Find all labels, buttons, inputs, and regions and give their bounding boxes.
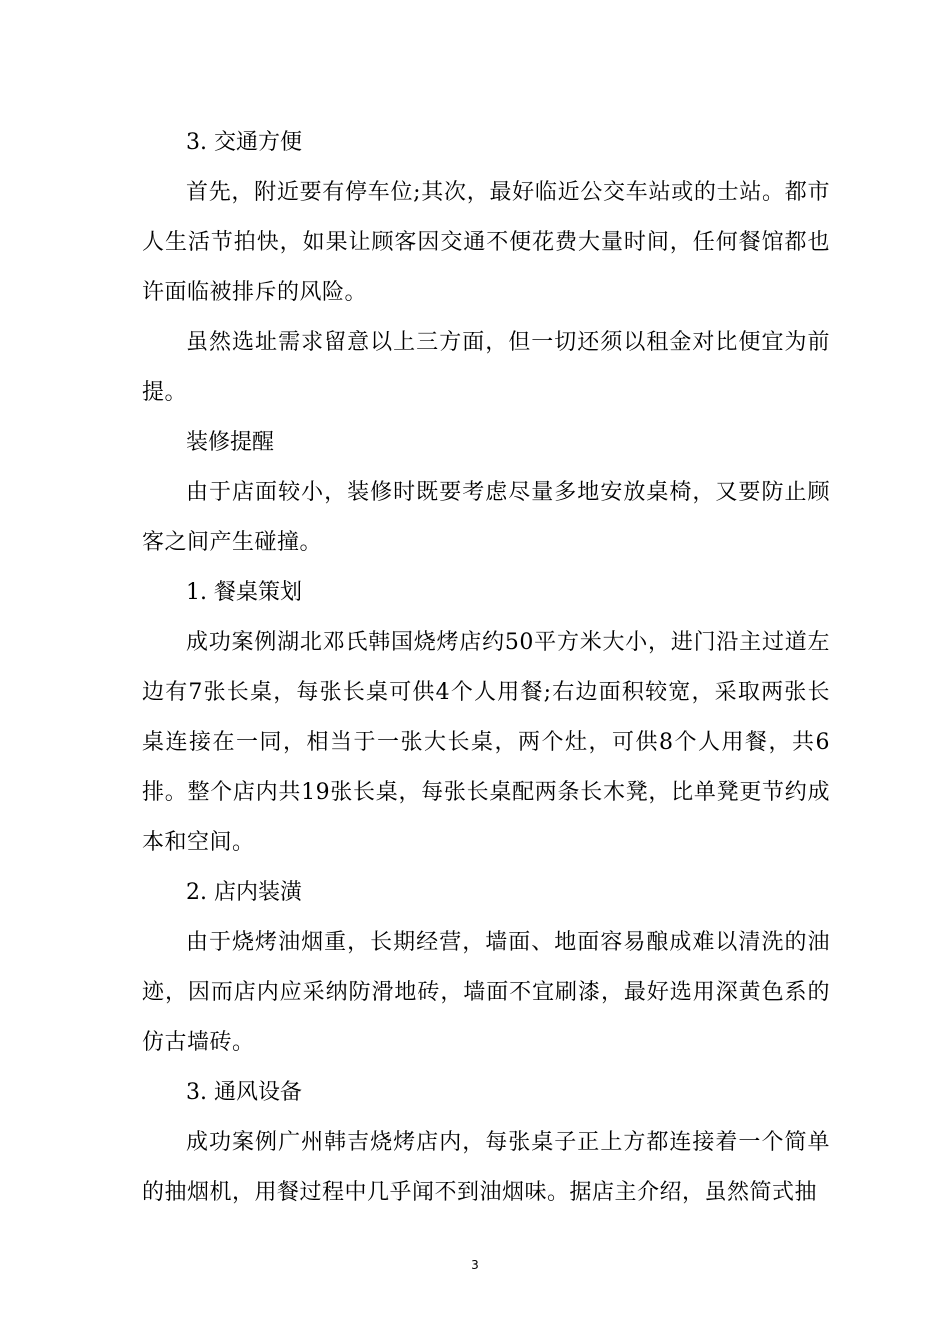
section-heading-ventilation: 3. 通风设备: [186, 1080, 302, 1105]
document-body: [142, 118, 830, 1218]
paragraph-interior: 由于烧烤油烟重，长期经营，墙面、地面容易酿成难以清洗的油迹，因而店内应采纳防滑地砖，墙面不宜刷漆，最好选用深黄色系的仿古墙砖。: [142, 930, 830, 1055]
section-heading-interior: 2. 店内装潢: [186, 880, 302, 905]
section-heading-decoration: 装修提醒: [186, 430, 275, 455]
page-number: 3: [471, 1258, 479, 1272]
paragraph-ventilation: 成功案例广州韩吉烧烤店内，每张桌子正上方都连接着一个简单的抽烟机，用餐过程中几乎闻不到油烟味。据店主介绍，虽然简式抽: [142, 1130, 830, 1205]
paragraph-tables: 成功案例湖北邓氏韩国烧烤店约50平方米大小，进门沿主过道左边有7张长桌，每张长桌可供4个人用餐;右边面积较宽，采取两张长桌连接在一同，相当于一张大长桌，两个灶，可供8个人用餐，共6排。整个店内共19张长桌，每张长桌配两条长木凳，比单凳更节约成本和空间。: [142, 630, 830, 855]
paragraph-decoration: 由于店面较小，装修时既要考虑尽量多地安放桌椅，又要防止顾客之间产生碰撞。: [142, 480, 830, 555]
paragraph-transport: 首先，附近要有停车位;其次，最好临近公交车站或的士站。都市人生活节拍快，如果让顾客因交通不便花费大量时间，任何餐馆都也许面临被排斥的风险。: [142, 180, 830, 305]
section-heading-transport: 3. 交通方便: [186, 130, 302, 155]
section-heading-tables: 1. 餐桌策划: [186, 580, 302, 605]
paragraph-rent: 虽然选址需求留意以上三方面，但一切还须以租金对比便宜为前提。: [142, 330, 830, 405]
